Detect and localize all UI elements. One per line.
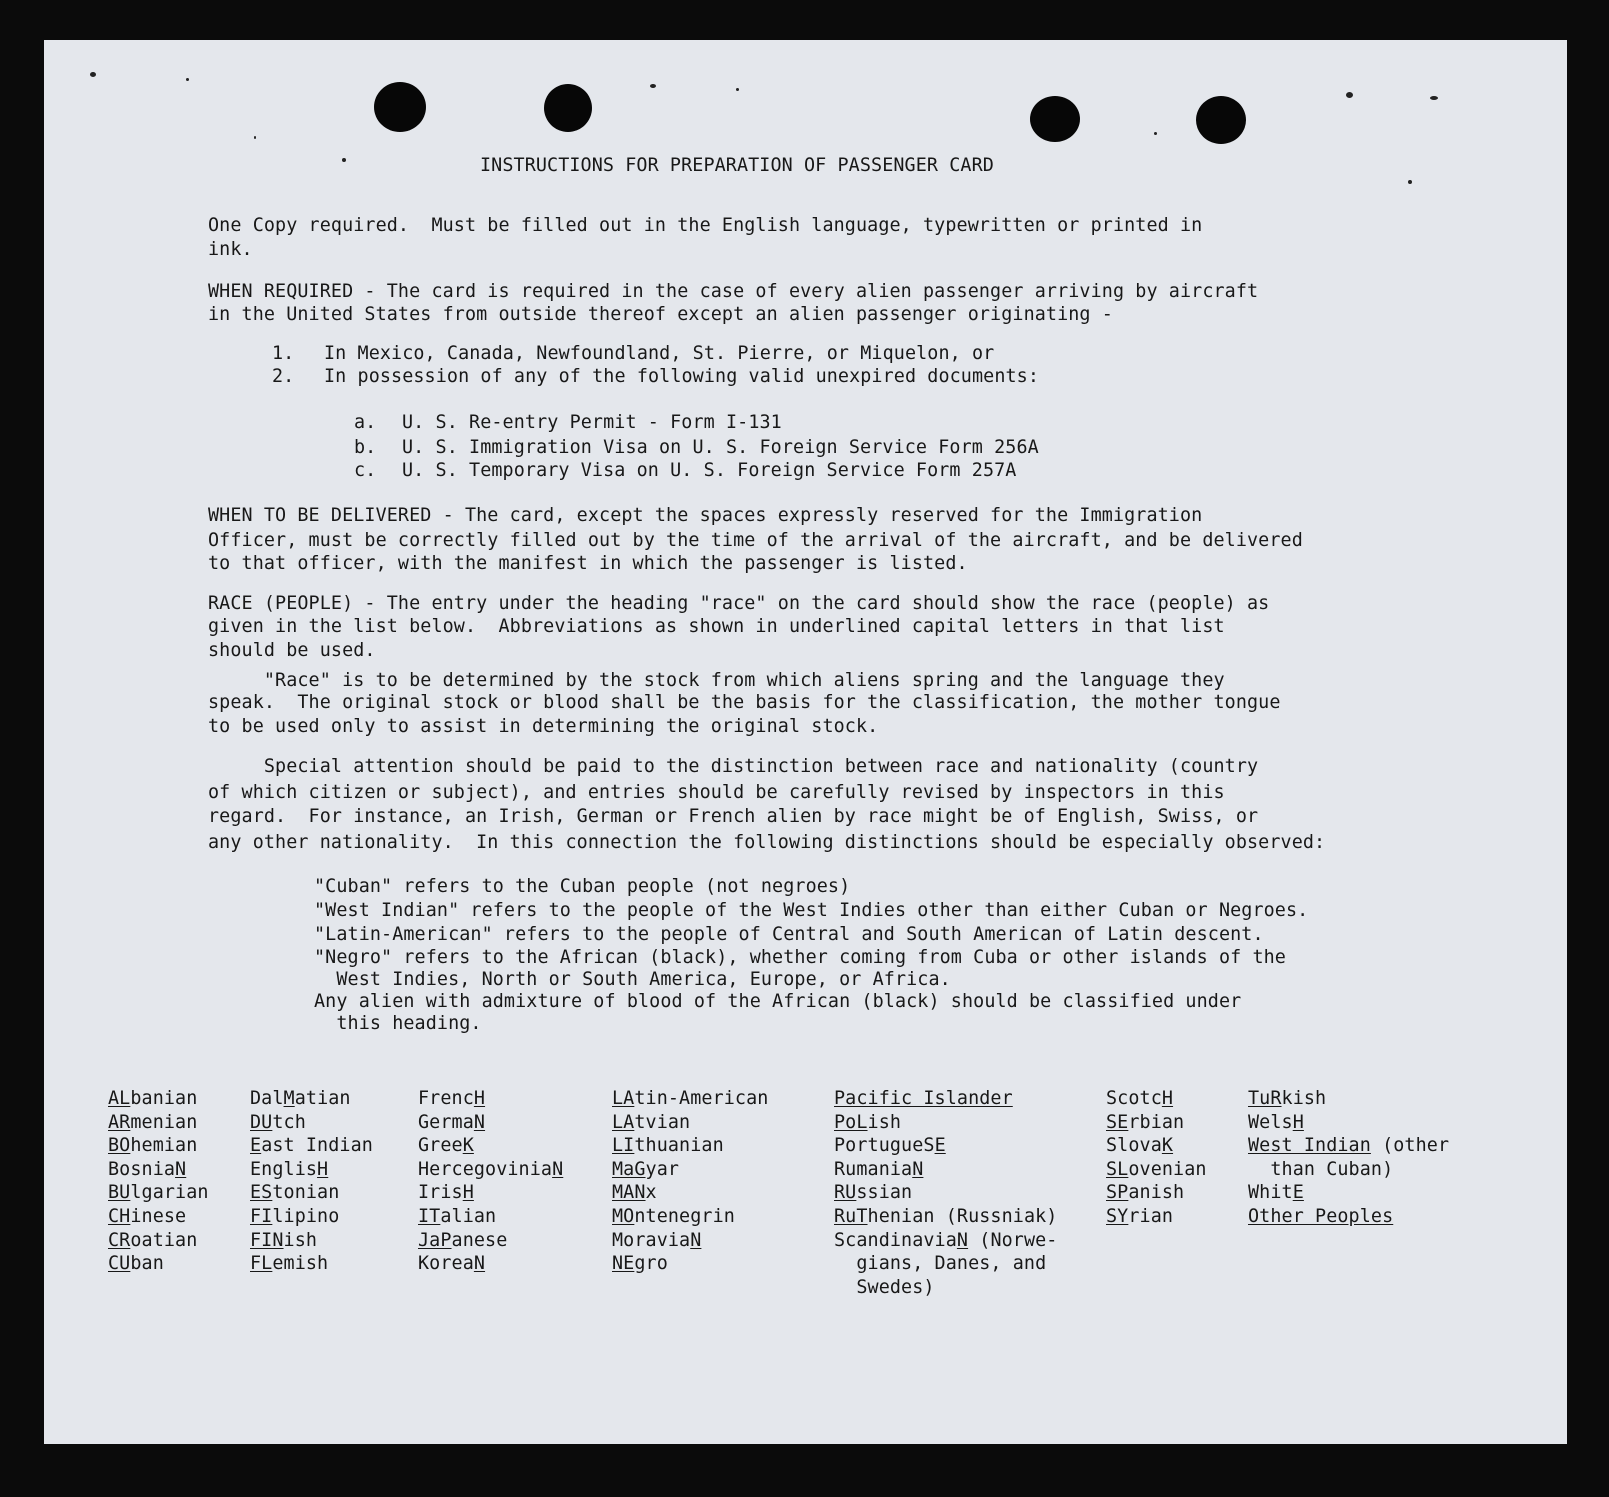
race-list-item: FINish [250,1230,318,1251]
race-list-item: CRoatian [108,1230,198,1251]
race-list-item: HercegoviniaN [418,1159,564,1180]
race-list-item: GermaN [418,1112,486,1133]
race-list-item: MaGyar [612,1159,680,1180]
speck [650,84,656,88]
document-title: INSTRUCTIONS FOR PREPARATION OF PASSENGER CARD [480,155,994,176]
race-list-item: ScotcH [1106,1088,1174,1109]
punch-hole [544,84,592,132]
race-list-item: RumaniaN [834,1159,924,1180]
distinction-line: "Latin-American" refers to the people of Central and South American of Latin descent. [314,924,1264,945]
race-list-item: WhitE [1248,1182,1304,1203]
intro-line: One Copy required. Must be filled out in the English language, typewritten or printed in [208,215,1203,236]
race-list-item: BosniaN [108,1159,187,1180]
race-list-item: ITalian [418,1206,497,1227]
punch-hole [374,82,426,132]
race-list-item: than Cuban) [1248,1159,1394,1180]
punch-hole [1196,96,1246,144]
race-list-item: BUlgarian [108,1182,209,1203]
distinction-line: "Negro" refers to the African (black), whether coming from Cuba or other islands of the [314,947,1286,968]
race-definition-line: "Race" is to be determined by the stock from which aliens spring and the language they [208,670,1225,691]
document-item: U. S. Immigration Visa on U. S. Foreign Service Form 256A [402,437,1039,458]
race-list-item: Swedes) [834,1277,935,1298]
race-line: should be used. [208,640,376,661]
distinction-line: this heading. [314,1013,482,1034]
race-list-item: IrisH [418,1182,474,1203]
race-list-item: PoLish [834,1112,902,1133]
race-list-item: RUssian [834,1182,913,1203]
speck [1408,180,1412,184]
race-list-item: MOntenegrin [612,1206,735,1227]
race-list-item: GreeK [418,1135,474,1156]
race-definition-line: speak. The original stock or blood shall be the basis for the classification, the mother tongue [208,692,1281,713]
speck [186,78,189,81]
race-list-item: DalMatian [250,1088,351,1109]
document-letter: a. [354,412,377,433]
race-list-item: PortugueSE [834,1135,946,1156]
punch-hole [1030,96,1080,142]
race-definition-line: to be used only to assist in determining the original stock. [208,716,879,737]
race-list-item: LAtin-American [612,1088,769,1109]
document-page [44,40,1567,1444]
race-list-item: CUban [108,1253,164,1274]
speck [342,158,346,162]
speck [1346,92,1353,98]
list-number: 2. [272,366,295,387]
when-required-line: WHEN REQUIRED - The card is required in the case of every alien passenger arriving by aircraft [208,281,1259,302]
when-delivered-line: to that officer, with the manifest in which the passenger is listed. [208,553,968,574]
when-delivered-line: Officer, must be correctly filled out by the time of the arrival of the aircraft, and be delivered [208,530,1303,551]
race-list-item: JaPanese [418,1230,508,1251]
distinction-line: Any alien with admixture of blood of the African (black) should be classified under [314,991,1242,1012]
special-attention-line: of which citizen or subject), and entries should be carefully revised by inspectors in this [208,782,1225,803]
distinction-line: West Indies, North or South America, Europe, or Africa. [314,969,951,990]
special-attention-line: regard. For instance, an Irish, German or French alien by race might be of English, Swiss, or [208,806,1259,827]
distinction-line: "Cuban" refers to the Cuban people (not negroes) [314,876,851,897]
race-line: RACE (PEOPLE) - The entry under the heading "race" on the card should show the race (people) as [208,593,1270,614]
race-list-item: West Indian (other [1248,1135,1450,1156]
speck [1154,132,1157,135]
list-item: In Mexico, Canada, Newfoundland, St. Pierre, or Miquelon, or [324,343,995,364]
race-list-item: ARmenian [108,1112,198,1133]
when-delivered-line: WHEN TO BE DELIVERED - The card, except the spaces expressly reserved for the Immigration [208,505,1203,526]
race-line: given in the list below. Abbreviations as shown in underlined capital letters in that list [208,616,1225,637]
special-attention-line: Special attention should be paid to the distinction between race and nationality (country [208,756,1259,777]
race-list-item: SErbian [1106,1112,1185,1133]
speck [736,88,739,91]
race-list-item: Other Peoples [1248,1206,1394,1227]
race-list-item: SYrian [1106,1206,1174,1227]
race-list-item: FrencH [418,1088,486,1109]
race-list-item: DUtch [250,1112,306,1133]
race-list-item: MoraviaN [612,1230,702,1251]
race-list-item: Pacific Islander [834,1088,1013,1109]
race-list-item: EnglisH [250,1159,329,1180]
race-list-item: NEgro [612,1253,668,1274]
speck [1430,96,1438,100]
list-item: In possession of any of the following valid unexpired documents: [324,366,1040,387]
race-list-item: TuRkish [1248,1088,1327,1109]
race-list-item: BOhemian [108,1135,198,1156]
race-list-item: SLovenian [1106,1159,1207,1180]
when-required-line: in the United States from outside thereof except an alien passenger originating - [208,304,1113,325]
race-list-item: FLemish [250,1253,329,1274]
race-list-item: ALbanian [108,1088,198,1109]
race-list-item: MANx [612,1182,657,1203]
special-attention-line: any other nationality. In this connection the following distinctions should be especially observed: [208,832,1326,853]
speck [254,136,256,139]
race-list-item: East Indian [250,1135,373,1156]
race-list-item: FIlipino [250,1206,340,1227]
race-list-item: CHinese [108,1206,187,1227]
race-list-item: KoreaN [418,1253,486,1274]
distinction-line: "West Indian" refers to the people of the West Indies other than either Cuban or Negroes. [314,900,1309,921]
race-list-item: ScandinaviaN (Norwe- [834,1230,1058,1251]
race-list-item: WelsH [1248,1112,1304,1133]
race-list-item: gians, Danes, and [834,1253,1047,1274]
document-letter: c. [354,460,377,481]
list-number: 1. [272,343,295,364]
document-item: U. S. Re-entry Permit - Form I-131 [402,412,782,433]
race-list-item: EStonian [250,1182,340,1203]
document-letter: b. [354,437,377,458]
document-item: U. S. Temporary Visa on U. S. Foreign Service Form 257A [402,460,1017,481]
race-list-item: LIthuanian [612,1135,724,1156]
race-list-item: SPanish [1106,1182,1185,1203]
intro-line: ink. [208,239,253,260]
speck [90,72,96,77]
race-list-item: RuThenian (Russniak) [834,1206,1058,1227]
race-list-item: LAtvian [612,1112,691,1133]
race-list-item: SlovaK [1106,1135,1174,1156]
